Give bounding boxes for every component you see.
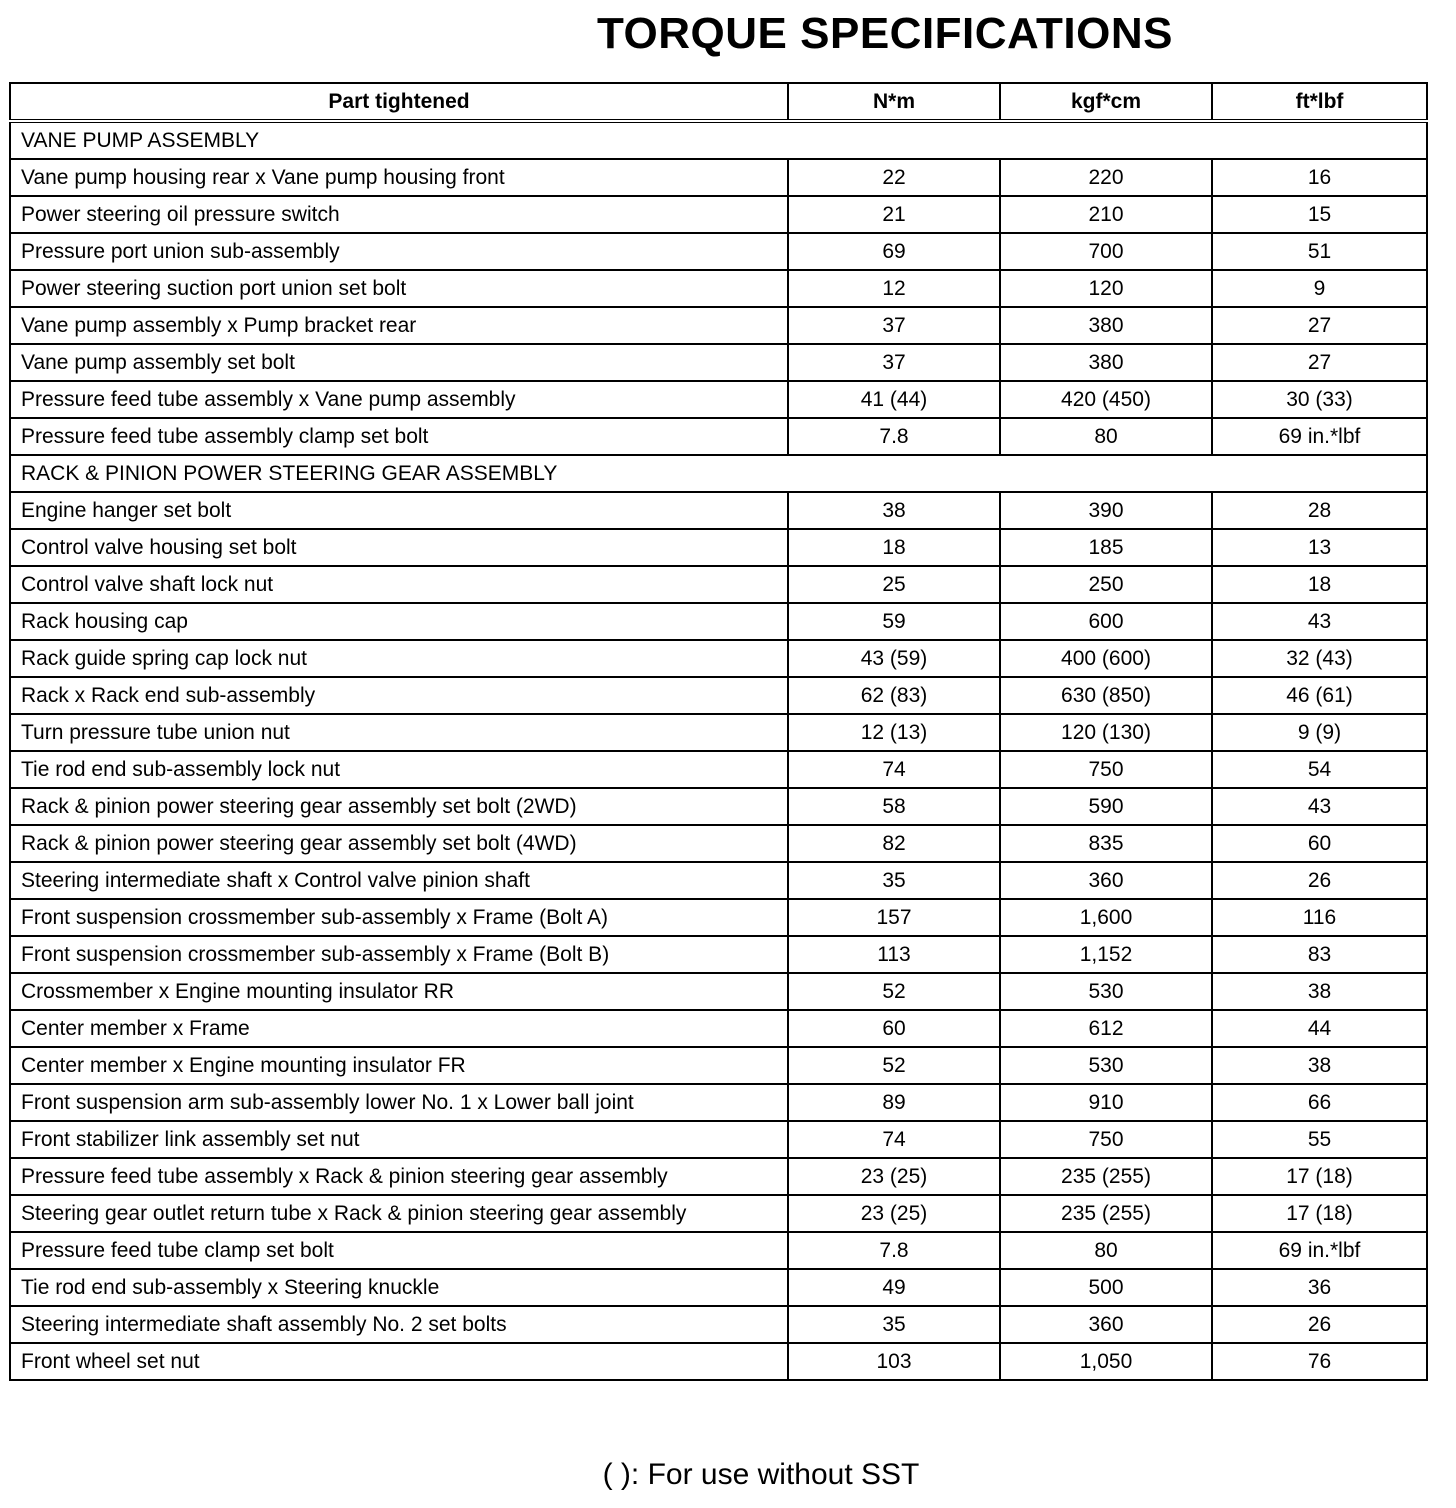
torque-ft-lbf-cell: 9 (9)	[1212, 714, 1427, 751]
torque-ft-lbf-cell: 9	[1212, 270, 1427, 307]
table-row	[10, 1158, 1427, 1195]
torque-nm-cell: 37	[788, 344, 1000, 381]
torque-nm-cell: 12 (13)	[788, 714, 1000, 751]
torque-ft-lbf-cell: 13	[1212, 529, 1427, 566]
part-name-cell: Pressure port union sub-assembly	[10, 233, 788, 270]
torque-nm-cell: 157	[788, 899, 1000, 936]
part-name-cell: Vane pump assembly x Pump bracket rear	[10, 307, 788, 344]
header-nm: N*m	[788, 83, 1000, 121]
section-heading: RACK & PINION POWER STEERING GEAR ASSEMBLY	[10, 455, 1427, 492]
torque-kgf-cm-cell: 380	[1000, 307, 1212, 344]
table-row	[10, 603, 1427, 640]
torque-ft-lbf-cell: 66	[1212, 1084, 1427, 1121]
part-name-cell: Steering intermediate shaft x Control valve pinion shaft	[10, 862, 788, 899]
torque-kgf-cm-cell: 910	[1000, 1084, 1212, 1121]
footnote: ( ): For use without SST	[602, 1458, 920, 1491]
table-row	[10, 270, 1427, 307]
torque-kgf-cm-cell: 700	[1000, 233, 1212, 270]
torque-nm-cell: 37	[788, 307, 1000, 344]
torque-nm-cell: 52	[788, 973, 1000, 1010]
torque-nm-cell: 23 (25)	[788, 1158, 1000, 1195]
torque-kgf-cm-cell: 360	[1000, 862, 1212, 899]
torque-ft-lbf-cell: 46 (61)	[1212, 677, 1427, 714]
part-name-cell: Pressure feed tube assembly x Rack & pinion steering gear assembly	[10, 1158, 788, 1195]
torque-ft-lbf-cell: 51	[1212, 233, 1427, 270]
part-name-cell: Tie rod end sub-assembly x Steering knuckle	[10, 1269, 788, 1306]
torque-ft-lbf-cell: 83	[1212, 936, 1427, 973]
part-name-cell: Control valve housing set bolt	[10, 529, 788, 566]
table-row	[10, 825, 1427, 862]
table-row	[10, 1121, 1427, 1158]
torque-nm-cell: 23 (25)	[788, 1195, 1000, 1232]
table-row	[10, 529, 1427, 566]
torque-nm-cell: 41 (44)	[788, 381, 1000, 418]
table-row	[10, 1343, 1427, 1380]
table-row	[10, 1047, 1427, 1084]
header-part-tightened: Part tightened	[10, 83, 788, 121]
torque-nm-cell: 113	[788, 936, 1000, 973]
table-row	[10, 1195, 1427, 1232]
torque-nm-cell: 18	[788, 529, 1000, 566]
torque-kgf-cm-cell: 1,050	[1000, 1343, 1212, 1380]
part-name-cell: Pressure feed tube assembly x Vane pump assembly	[10, 381, 788, 418]
torque-ft-lbf-cell: 18	[1212, 566, 1427, 603]
torque-kgf-cm-cell: 185	[1000, 529, 1212, 566]
part-name-cell: Rack housing cap	[10, 603, 788, 640]
table-row	[10, 788, 1427, 825]
torque-ft-lbf-cell: 43	[1212, 603, 1427, 640]
part-name-cell: Center member x Frame	[10, 1010, 788, 1047]
table-header	[10, 83, 1427, 121]
torque-kgf-cm-cell: 750	[1000, 751, 1212, 788]
torque-nm-cell: 60	[788, 1010, 1000, 1047]
part-name-cell: Steering gear outlet return tube x Rack & pinion steering gear assembly	[10, 1195, 788, 1232]
torque-ft-lbf-cell: 28	[1212, 492, 1427, 529]
torque-kgf-cm-cell: 590	[1000, 788, 1212, 825]
torque-kgf-cm-cell: 1,152	[1000, 936, 1212, 973]
torque-ft-lbf-cell: 69 in.*lbf	[1212, 418, 1427, 455]
torque-ft-lbf-cell: 54	[1212, 751, 1427, 788]
torque-ft-lbf-cell: 60	[1212, 825, 1427, 862]
table-row	[10, 973, 1427, 1010]
torque-ft-lbf-cell: 32 (43)	[1212, 640, 1427, 677]
table-row	[10, 307, 1427, 344]
torque-nm-cell: 74	[788, 1121, 1000, 1158]
page-title	[0, 6, 1456, 62]
part-name-cell: Rack & pinion power steering gear assembly set bolt (4WD)	[10, 825, 788, 862]
part-name-cell: Front suspension arm sub-assembly lower No. 1 x Lower ball joint	[10, 1084, 788, 1121]
part-name-cell: Power steering oil pressure switch	[10, 196, 788, 233]
torque-kgf-cm-cell: 400 (600)	[1000, 640, 1212, 677]
torque-kgf-cm-cell: 1,600	[1000, 899, 1212, 936]
part-name-cell: Center member x Engine mounting insulator FR	[10, 1047, 788, 1084]
torque-kgf-cm-cell: 530	[1000, 1047, 1212, 1084]
table-row	[10, 1269, 1427, 1306]
part-name-cell: Engine hanger set bolt	[10, 492, 788, 529]
table-row	[10, 714, 1427, 751]
torque-ft-lbf-cell: 16	[1212, 159, 1427, 196]
torque-ft-lbf-cell: 15	[1212, 196, 1427, 233]
torque-kgf-cm-cell: 835	[1000, 825, 1212, 862]
page-title-text: TORQUE SPECIFICATIONS	[596, 9, 1174, 58]
part-name-cell: Vane pump housing rear x Vane pump housing front	[10, 159, 788, 196]
torque-nm-cell: 58	[788, 788, 1000, 825]
table-row	[10, 751, 1427, 788]
torque-kgf-cm-cell: 235 (255)	[1000, 1158, 1212, 1195]
section-row	[10, 121, 1427, 159]
part-name-cell: Vane pump assembly set bolt	[10, 344, 788, 381]
header-ft-lbf: ft*lbf	[1212, 83, 1427, 121]
table-row	[10, 381, 1427, 418]
torque-ft-lbf-cell: 17 (18)	[1212, 1158, 1427, 1195]
part-name-cell: Crossmember x Engine mounting insulator RR	[10, 973, 788, 1010]
torque-nm-cell: 35	[788, 862, 1000, 899]
torque-nm-cell: 25	[788, 566, 1000, 603]
torque-ft-lbf-cell: 44	[1212, 1010, 1427, 1047]
torque-ft-lbf-cell: 38	[1212, 1047, 1427, 1084]
torque-ft-lbf-cell: 36	[1212, 1269, 1427, 1306]
part-name-cell: Tie rod end sub-assembly lock nut	[10, 751, 788, 788]
torque-spec-table	[9, 82, 1428, 1381]
torque-kgf-cm-cell: 612	[1000, 1010, 1212, 1047]
part-name-cell: Pressure feed tube clamp set bolt	[10, 1232, 788, 1269]
part-name-cell: Front stabilizer link assembly set nut	[10, 1121, 788, 1158]
torque-ft-lbf-cell: 116	[1212, 899, 1427, 936]
torque-kgf-cm-cell: 380	[1000, 344, 1212, 381]
torque-nm-cell: 7.8	[788, 1232, 1000, 1269]
torque-kgf-cm-cell: 220	[1000, 159, 1212, 196]
table-row	[10, 1084, 1427, 1121]
torque-kgf-cm-cell: 360	[1000, 1306, 1212, 1343]
torque-kgf-cm-cell: 500	[1000, 1269, 1212, 1306]
section-row	[10, 455, 1427, 492]
table-row	[10, 936, 1427, 973]
table-row	[10, 196, 1427, 233]
torque-ft-lbf-cell: 43	[1212, 788, 1427, 825]
table-row	[10, 1010, 1427, 1047]
table-row	[10, 1306, 1427, 1343]
part-name-cell: Rack guide spring cap lock nut	[10, 640, 788, 677]
table-row	[10, 492, 1427, 529]
torque-ft-lbf-cell: 27	[1212, 344, 1427, 381]
torque-nm-cell: 82	[788, 825, 1000, 862]
torque-ft-lbf-cell: 26	[1212, 862, 1427, 899]
torque-kgf-cm-cell: 600	[1000, 603, 1212, 640]
torque-nm-cell: 49	[788, 1269, 1000, 1306]
table-body	[10, 121, 1427, 1380]
torque-nm-cell: 89	[788, 1084, 1000, 1121]
torque-kgf-cm-cell: 80	[1000, 418, 1212, 455]
part-name-cell: Front suspension crossmember sub-assembly x Frame (Bolt B)	[10, 936, 788, 973]
header-kgf-cm: kgf*cm	[1000, 83, 1212, 121]
table-row	[10, 862, 1427, 899]
torque-nm-cell: 21	[788, 196, 1000, 233]
part-name-cell: Power steering suction port union set bolt	[10, 270, 788, 307]
torque-ft-lbf-cell: 38	[1212, 973, 1427, 1010]
part-name-cell: Turn pressure tube union nut	[10, 714, 788, 751]
table-row	[10, 566, 1427, 603]
table-row	[10, 418, 1427, 455]
torque-kgf-cm-cell: 120	[1000, 270, 1212, 307]
torque-kgf-cm-cell: 210	[1000, 196, 1212, 233]
part-name-cell: Steering intermediate shaft assembly No. 2 set bolts	[10, 1306, 788, 1343]
torque-kgf-cm-cell: 235 (255)	[1000, 1195, 1212, 1232]
torque-ft-lbf-cell: 30 (33)	[1212, 381, 1427, 418]
torque-nm-cell: 35	[788, 1306, 1000, 1343]
torque-nm-cell: 12	[788, 270, 1000, 307]
table-row	[10, 233, 1427, 270]
torque-kgf-cm-cell: 120 (130)	[1000, 714, 1212, 751]
torque-kgf-cm-cell: 80	[1000, 1232, 1212, 1269]
torque-kgf-cm-cell: 530	[1000, 973, 1212, 1010]
torque-ft-lbf-cell: 76	[1212, 1343, 1427, 1380]
torque-nm-cell: 62 (83)	[788, 677, 1000, 714]
header-row	[10, 83, 1427, 121]
torque-nm-cell: 38	[788, 492, 1000, 529]
table-row	[10, 1232, 1427, 1269]
part-name-cell: Pressure feed tube assembly clamp set bolt	[10, 418, 788, 455]
torque-ft-lbf-cell: 69 in.*lbf	[1212, 1232, 1427, 1269]
part-name-cell: Rack x Rack end sub-assembly	[10, 677, 788, 714]
table-row	[10, 159, 1427, 196]
torque-kgf-cm-cell: 750	[1000, 1121, 1212, 1158]
part-name-cell: Front suspension crossmember sub-assembly x Frame (Bolt A)	[10, 899, 788, 936]
torque-nm-cell: 7.8	[788, 418, 1000, 455]
table-row	[10, 677, 1427, 714]
torque-nm-cell: 59	[788, 603, 1000, 640]
torque-kgf-cm-cell: 630 (850)	[1000, 677, 1212, 714]
part-name-cell: Front wheel set nut	[10, 1343, 788, 1380]
torque-kgf-cm-cell: 420 (450)	[1000, 381, 1212, 418]
torque-nm-cell: 103	[788, 1343, 1000, 1380]
torque-nm-cell: 69	[788, 233, 1000, 270]
torque-ft-lbf-cell: 17 (18)	[1212, 1195, 1427, 1232]
torque-kgf-cm-cell: 250	[1000, 566, 1212, 603]
table-row	[10, 899, 1427, 936]
torque-nm-cell: 52	[788, 1047, 1000, 1084]
torque-ft-lbf-cell: 26	[1212, 1306, 1427, 1343]
table-row	[10, 344, 1427, 381]
table-row	[10, 640, 1427, 677]
torque-nm-cell: 74	[788, 751, 1000, 788]
part-name-cell: Control valve shaft lock nut	[10, 566, 788, 603]
torque-nm-cell: 22	[788, 159, 1000, 196]
part-name-cell: Rack & pinion power steering gear assembly set bolt (2WD)	[10, 788, 788, 825]
torque-ft-lbf-cell: 27	[1212, 307, 1427, 344]
torque-nm-cell: 43 (59)	[788, 640, 1000, 677]
section-heading: VANE PUMP ASSEMBLY	[10, 121, 1427, 159]
torque-kgf-cm-cell: 390	[1000, 492, 1212, 529]
torque-ft-lbf-cell: 55	[1212, 1121, 1427, 1158]
